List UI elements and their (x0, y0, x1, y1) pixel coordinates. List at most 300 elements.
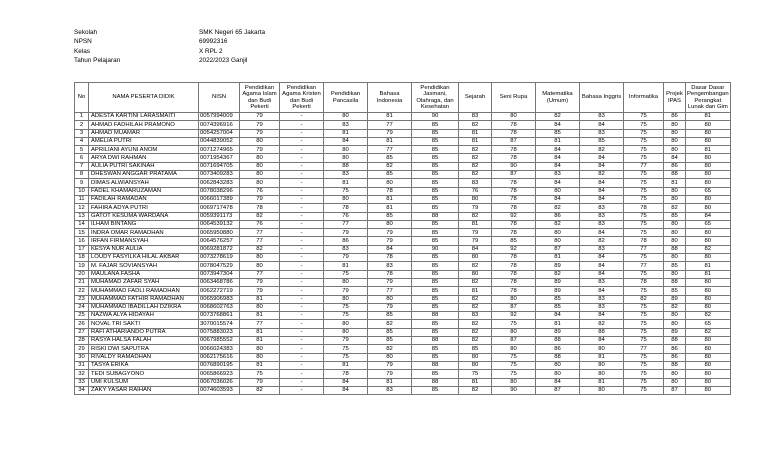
table-cell: 81 (368, 113, 412, 121)
table-cell: 80 (686, 195, 731, 203)
table-cell: 77 (368, 146, 412, 154)
table-row (75, 245, 731, 253)
student-name-cell: MUHAMMAD IBADILLAH DZIKRA (89, 303, 199, 311)
table-cell: - (280, 353, 324, 361)
table-cell: 18 (75, 254, 89, 262)
table-cell: 85 (412, 179, 459, 187)
table-cell: 80 (686, 171, 731, 179)
header-row (75, 83, 731, 113)
table-cell: 77 (240, 270, 280, 278)
table-cell: 85 (664, 212, 686, 220)
table-cell: 75 (624, 187, 664, 195)
table-cell: 84 (324, 386, 368, 394)
table-cell: 11 (75, 195, 89, 203)
table-row (75, 154, 731, 162)
table-cell: 12 (75, 204, 89, 212)
table-cell: 34 (75, 386, 89, 394)
table-cell: 84 (580, 262, 624, 270)
table-cell: 77 (240, 229, 280, 237)
nisn-cell: 0067985552 (199, 337, 240, 345)
table-cell: 65 (686, 220, 731, 228)
nisn-cell: 0069717478 (199, 204, 240, 212)
table-cell: 78 (492, 270, 536, 278)
table-cell: 75 (624, 386, 664, 394)
table-cell: 84 (580, 121, 624, 129)
table-cell: 83 (459, 113, 492, 121)
table-cell: 79 (459, 229, 492, 237)
table-cell: 80 (324, 146, 368, 154)
table-cell: 75 (624, 303, 664, 311)
student-name-cell: MAULANA FASHA (89, 270, 199, 278)
table-cell: 78 (368, 187, 412, 195)
student-name-cell: ZAKY YASAR RAIHAN (89, 386, 199, 394)
table-cell: 77 (240, 237, 280, 245)
table-cell: 22 (75, 287, 89, 295)
table-cell: 75 (624, 287, 664, 295)
table-cell: 80 (240, 345, 280, 353)
table-cell: 31 (75, 361, 89, 369)
table-cell: 79 (240, 113, 280, 121)
table-cell: 80 (664, 370, 686, 378)
table-cell: 84 (368, 245, 412, 253)
table-cell: 75 (624, 154, 664, 162)
table-cell: 78 (492, 121, 536, 129)
table-cell: 75 (624, 270, 664, 278)
table-cell: 80 (324, 154, 368, 162)
table-cell: 78 (492, 179, 536, 187)
table-cell: 80 (459, 361, 492, 369)
table-cell: 82 (536, 113, 580, 121)
table-cell: 30 (75, 353, 89, 361)
table-cell: 85 (412, 204, 459, 212)
table-cell: 90 (412, 113, 459, 121)
student-name-cell: LOUDY FASYILKA HILAL AKBAR (89, 254, 199, 262)
table-cell: 81 (580, 353, 624, 361)
table-row (75, 220, 731, 228)
nisn-cell: 0066017389 (199, 195, 240, 203)
table-cell: 82 (368, 345, 412, 353)
column-header: No (75, 83, 89, 113)
table-cell: - (280, 287, 324, 295)
table-cell: 3 (75, 129, 89, 137)
student-name-cell: AMELIA PUTRI (89, 137, 199, 145)
table-cell: 81 (459, 129, 492, 137)
table-cell: 85 (412, 353, 459, 361)
table-cell: - (280, 337, 324, 345)
table-cell: 87 (664, 386, 686, 394)
table-cell: - (280, 245, 324, 253)
student-name-cell: FADEL KHAMARUZAMAN (89, 187, 199, 195)
table-cell: - (280, 195, 324, 203)
table-row (75, 287, 731, 295)
table-cell: 79 (368, 237, 412, 245)
table-row (75, 278, 731, 286)
table-cell: 85 (412, 328, 459, 336)
table-cell: 86 (664, 113, 686, 121)
nisn-cell: 0069281872 (199, 245, 240, 253)
table-row (75, 262, 731, 270)
table-row (75, 229, 731, 237)
grades-table (74, 82, 731, 395)
table-cell: 82 (664, 204, 686, 212)
table-cell: 77 (368, 287, 412, 295)
table-cell: 80 (664, 312, 686, 320)
table-cell: 79 (324, 337, 368, 345)
table-cell: 79 (459, 237, 492, 245)
nisn-cell: 0059391173 (199, 212, 240, 220)
table-cell: 78 (492, 195, 536, 203)
table-cell: 90 (492, 386, 536, 394)
table-cell: 79 (240, 278, 280, 286)
student-name-cell: TASYA ERIKA (89, 361, 199, 369)
table-cell: 84 (580, 179, 624, 187)
table-cell: 75 (624, 137, 664, 145)
student-name-cell: UMI KULSUM (89, 378, 199, 386)
table-cell: 88 (412, 361, 459, 369)
table-row (75, 129, 731, 137)
nisn-cell: 0076890195 (199, 361, 240, 369)
table-cell: - (280, 229, 324, 237)
table-cell: 75 (624, 195, 664, 203)
info-row (74, 37, 265, 46)
table-cell: - (280, 378, 324, 386)
table-cell: 79 (240, 129, 280, 137)
table-cell: - (280, 154, 324, 162)
table-cell: 88 (412, 378, 459, 386)
table-cell: 82 (240, 245, 280, 253)
table-cell: 88 (536, 353, 580, 361)
table-cell: 82 (580, 171, 624, 179)
table-cell: 80 (686, 386, 731, 394)
table-cell: 87 (492, 137, 536, 145)
table-cell: 80 (368, 295, 412, 303)
table-row (75, 162, 731, 170)
table-cell: 75 (624, 179, 664, 187)
table-cell: - (280, 270, 324, 278)
table-cell: 84 (580, 154, 624, 162)
table-cell: 75 (324, 312, 368, 320)
table-cell: 80 (459, 353, 492, 361)
table-cell: 78 (624, 278, 664, 286)
table-cell: 80 (368, 353, 412, 361)
student-name-cell: RIVALDY RAMADHAN (89, 353, 199, 361)
table-cell: 78 (492, 254, 536, 262)
table-cell: 84 (536, 378, 580, 386)
table-cell: 87 (536, 245, 580, 253)
nisn-cell: 0066024383 (199, 345, 240, 353)
table-cell: 77 (624, 245, 664, 253)
table-row (75, 270, 731, 278)
table-cell: - (280, 146, 324, 154)
table-cell: 81 (240, 337, 280, 345)
table-cell: 85 (536, 295, 580, 303)
table-cell: 84 (536, 179, 580, 187)
nisn-cell: 0067036026 (199, 378, 240, 386)
table-cell: - (280, 129, 324, 137)
table-cell: 85 (412, 146, 459, 154)
table-cell: 86 (536, 345, 580, 353)
table-cell: 85 (368, 328, 412, 336)
table-cell: 82 (536, 270, 580, 278)
table-cell: 80 (686, 278, 731, 286)
table-cell: 80 (686, 179, 731, 187)
table-cell: 75 (624, 320, 664, 328)
student-name-cell: RAFI ATHARIANDO PUTRA (89, 328, 199, 336)
table-cell: 83 (324, 121, 368, 129)
table-cell: 77 (624, 262, 664, 270)
table-cell: 80 (686, 154, 731, 162)
table-cell: 82 (368, 162, 412, 170)
table-cell: 80 (686, 229, 731, 237)
table-cell: 80 (536, 237, 580, 245)
table-cell: 83 (580, 113, 624, 121)
table-cell: - (280, 237, 324, 245)
table-cell: 85 (412, 303, 459, 311)
table-cell: 29 (75, 345, 89, 353)
table-cell: 88 (664, 361, 686, 369)
student-name-cell: ARYA DWI RAHMAN (89, 154, 199, 162)
table-cell: 75 (324, 353, 368, 361)
table-cell: 84 (580, 337, 624, 345)
table-cell: 88 (412, 212, 459, 220)
table-cell: 32 (75, 370, 89, 378)
table-cell: 2 (75, 121, 89, 129)
table-cell: 81 (324, 179, 368, 187)
table-cell: 82 (459, 162, 492, 170)
nisn-cell: 3070015574 (199, 320, 240, 328)
table-cell: 85 (492, 237, 536, 245)
column-header: Bahasa Indonesia (368, 83, 412, 113)
table-row (75, 113, 731, 121)
table-cell: 85 (412, 237, 459, 245)
table-cell: 84 (580, 270, 624, 278)
table-cell: 77 (368, 121, 412, 129)
table-cell: 89 (536, 262, 580, 270)
student-name-cell: INDRA OMAR RAMADHAN (89, 229, 199, 237)
table-cell: 80 (664, 129, 686, 137)
table-cell: 85 (412, 320, 459, 328)
table-cell: 81 (368, 137, 412, 145)
student-name-cell: MUHAMMAD FATHIR RAMADHAN (89, 295, 199, 303)
nisn-cell: 0075883023 (199, 328, 240, 336)
table-cell: 75 (624, 312, 664, 320)
table-cell: 88 (412, 337, 459, 345)
table-cell: 86 (664, 353, 686, 361)
table-cell: 85 (368, 312, 412, 320)
table-cell: 78 (492, 154, 536, 162)
table-cell: 88 (664, 278, 686, 286)
student-name-cell: FADILAH RAMADAN (89, 195, 199, 203)
student-name-cell: NAZWA ALYA HIDAYAH (89, 312, 199, 320)
table-cell: 75 (624, 212, 664, 220)
table-cell: 80 (324, 278, 368, 286)
table-row (75, 295, 731, 303)
table-cell: 84 (536, 162, 580, 170)
table-cell: 79 (368, 370, 412, 378)
table-cell: 80 (536, 229, 580, 237)
table-cell: 82 (580, 146, 624, 154)
nisn-cell: 0071274965 (199, 146, 240, 154)
table-cell: 75 (240, 370, 280, 378)
table-cell: - (280, 121, 324, 129)
table-cell: 81 (368, 204, 412, 212)
table-cell: 24 (75, 303, 89, 311)
table-cell: 80 (686, 295, 731, 303)
table-cell: 78 (492, 278, 536, 286)
table-cell: 81 (686, 113, 731, 121)
table-cell: 19 (75, 262, 89, 270)
table-cell: 84 (536, 146, 580, 154)
table-cell: 80 (664, 137, 686, 145)
table-cell: 23 (75, 295, 89, 303)
table-cell: 89 (664, 328, 686, 336)
table-cell: 75 (624, 361, 664, 369)
table-cell: 80 (664, 146, 686, 154)
table-cell: 81 (324, 361, 368, 369)
table-cell: 80 (686, 162, 731, 170)
table-cell: 90 (412, 245, 459, 253)
table-cell: 82 (664, 303, 686, 311)
column-header: Pendidikan Agama Kristen dan Budi Pekerti (280, 83, 324, 113)
table-cell: 80 (492, 113, 536, 121)
table-cell: 84 (536, 154, 580, 162)
nisn-cell: 0074603593 (199, 386, 240, 394)
table-cell: 79 (240, 378, 280, 386)
table-cell: 79 (324, 254, 368, 262)
nisn-cell: 0063468786 (199, 278, 240, 286)
table-cell: 89 (536, 278, 580, 286)
table-cell: - (280, 295, 324, 303)
table-cell: 82 (580, 320, 624, 328)
table-cell: 80 (536, 361, 580, 369)
table-cell: 78 (240, 204, 280, 212)
student-name-cell: APRILIANI AYUNI ANOM (89, 146, 199, 154)
table-cell: 84 (580, 229, 624, 237)
nisn-cell: 0074396916 (199, 121, 240, 129)
table-cell: 80 (686, 370, 731, 378)
table-cell: 85 (412, 162, 459, 170)
table-cell: 75 (624, 370, 664, 378)
table-cell: 85 (412, 171, 459, 179)
table-cell: 84 (580, 162, 624, 170)
table-row (75, 179, 731, 187)
table-cell: 13 (75, 212, 89, 220)
table-cell: 75 (324, 303, 368, 311)
table-cell: 87 (492, 171, 536, 179)
table-cell: - (280, 171, 324, 179)
table-cell: 85 (412, 287, 459, 295)
table-cell: 6 (75, 154, 89, 162)
student-name-cell: M. FAJAR SOVIANSYAH (89, 262, 199, 270)
table-cell: 75 (624, 129, 664, 137)
table-cell: - (280, 212, 324, 220)
table-cell: 81 (240, 328, 280, 336)
table-cell: 82 (240, 386, 280, 394)
table-cell: - (280, 113, 324, 121)
table-cell: 80 (664, 378, 686, 386)
table-cell: 26 (75, 320, 89, 328)
table-cell: 80 (686, 287, 731, 295)
table-cell: 80 (686, 237, 731, 245)
table-cell: 82 (459, 295, 492, 303)
table-cell: 88 (580, 328, 624, 336)
table-cell: 82 (459, 328, 492, 336)
nisn-cell: 0073947304 (199, 270, 240, 278)
table-row (75, 337, 731, 345)
table-cell: 79 (240, 287, 280, 295)
table-cell: 14 (75, 220, 89, 228)
nisn-cell: 0064539132 (199, 220, 240, 228)
table-cell: 85 (412, 295, 459, 303)
table-cell: 85 (412, 254, 459, 262)
table-cell: 80 (240, 303, 280, 311)
table-row (75, 303, 731, 311)
table-cell: 83 (580, 220, 624, 228)
table-cell: 86 (324, 237, 368, 245)
table-cell: 84 (686, 212, 731, 220)
table-cell: 82 (459, 171, 492, 179)
table-cell: 75 (624, 229, 664, 237)
table-cell: 82 (459, 154, 492, 162)
table-cell: 80 (664, 270, 686, 278)
student-name-cell: TEDI SUBAGYONO (89, 370, 199, 378)
table-cell: 78 (368, 270, 412, 278)
table-cell: 83 (368, 262, 412, 270)
table-cell: 17 (75, 245, 89, 253)
table-cell: 75 (624, 220, 664, 228)
table-cell: 80 (459, 195, 492, 203)
table-cell: 78 (492, 129, 536, 137)
table-cell: 80 (580, 386, 624, 394)
table-cell: 82 (624, 295, 664, 303)
table-cell: 92 (492, 212, 536, 220)
table-cell: 85 (412, 345, 459, 353)
column-header: Informatika (624, 83, 664, 113)
column-header: NISN (199, 83, 240, 113)
table-cell: 84 (536, 312, 580, 320)
table-cell: 75 (492, 361, 536, 369)
table-cell: 85 (412, 278, 459, 286)
table-cell: 82 (459, 303, 492, 311)
table-cell: 27 (75, 328, 89, 336)
nisn-cell: 0057994009 (199, 113, 240, 121)
table-cell: 81 (368, 195, 412, 203)
table-cell: 84 (580, 254, 624, 262)
table-cell: 80 (459, 254, 492, 262)
table-cell: 85 (412, 220, 459, 228)
table-cell: 1 (75, 113, 89, 121)
table-cell: 75 (624, 328, 664, 336)
table-cell: 82 (459, 320, 492, 328)
table-cell: - (280, 328, 324, 336)
table-cell: 89 (664, 295, 686, 303)
table-cell: 85 (664, 287, 686, 295)
table-cell: 85 (536, 303, 580, 311)
table-cell: 81 (240, 361, 280, 369)
table-cell: 8 (75, 171, 89, 179)
table-cell: 78 (624, 237, 664, 245)
table-cell: 86 (664, 345, 686, 353)
column-header: NAMA PESERTA DIDIK (89, 83, 199, 113)
table-cell: 83 (324, 245, 368, 253)
table-cell: 83 (580, 212, 624, 220)
table-cell: 80 (240, 179, 280, 187)
table-cell: 80 (686, 378, 731, 386)
table-row (75, 254, 731, 262)
table-cell: 82 (686, 328, 731, 336)
table-cell: - (280, 386, 324, 394)
table-row (75, 212, 731, 220)
